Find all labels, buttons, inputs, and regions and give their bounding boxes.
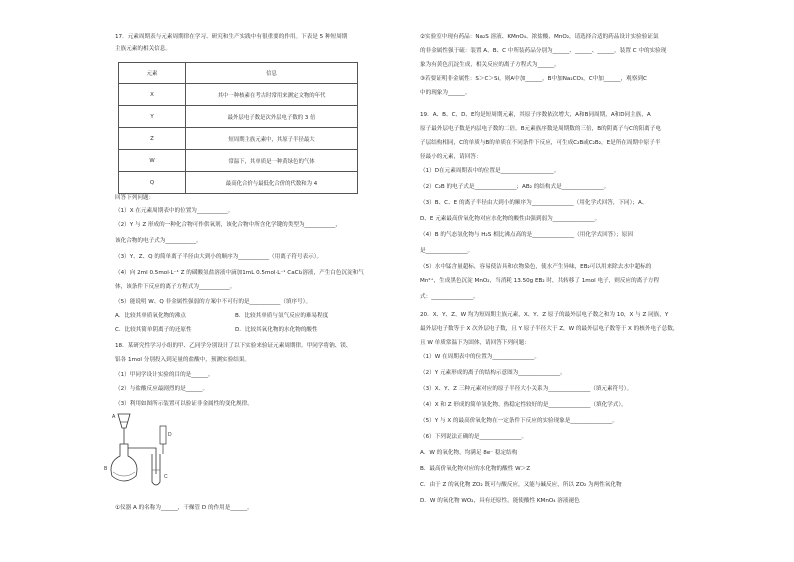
text-line: 式：_______________。 [420,294,479,300]
q17-part1: （1）X 在元素周期表中的位置为___________。 [115,208,234,214]
text-line: ②实验室中现有药品：Na₂S 溶液、KMnO₄、浓盐酸、MnO₂，请选择合适的药品设计实验验证氯 [420,34,659,40]
text-line: 20．X、Y、Z、W 均为短周期主族元素，X、Y、Z 原子的最外层电子数之和为 10，X 与 Z 同族，Y [420,312,669,318]
text-line: （4）X 和 Z 形成的简单氢化物，热稳定性较好的是_______________（填化学式）。 [420,402,627,408]
q18-part2: （2）与盐酸反应最剧烈的是______。 [115,386,209,392]
text-line: ③若要证明非金属性：S＞C＞Si，则A中加______，B中加Na₂CO₃，C中加______，观察到C [420,76,647,82]
q17-part2-line1: （2）Y 与 Z 形成的一种化合物可作供氧剂，该化合物中所含化学键的类型为___________， [115,222,341,228]
table-cell: 常温下，其单质是一种黄绿色的气体 [186,150,358,172]
q18-intro-line2: 铝各 1mol 分别投入到足量的盐酸中，预测实验结果。 [115,357,251,363]
table-cell: 其中一种核素在考古时常用来测定文物的年代 [186,84,358,106]
q18-part3: （3）利用如图所示装置可以验证非金属性的变化规律。 [115,401,253,407]
drying-tube-d [160,426,166,444]
experiment-apparatus-diagram [98,404,178,494]
table-row [119,172,358,194]
text-line: （5）Y 与 X 的最高价氧化物在一定条件下反应的实验现象是_______________。 [420,418,618,424]
text-line: D、E 元素最高价氧化物对应水化物的酸性由强到弱为_______________。 [420,216,601,222]
text-line: A．W 的氧化物，均满足 8e⁻ 稳定结构 [420,450,518,456]
q17-intro-line2: 主族元素的相关信息。 [115,46,171,52]
q17-intro-line1: 17．元素周期表与元素周期律在学习、研究和生产实践中有很重要的作用。下表是 5 种短周期 [115,34,348,40]
table-header-info: 信息 [186,63,358,84]
q18-part1: （1）甲同学设计实验的目的是______。 [115,372,214,378]
text-line: （4）B 的气态氢化物与 H₂S 相比沸点高的是_______________（用化学式回答）；原因 [420,232,633,238]
label-b: B [104,466,108,472]
answer-prompt: 回答下列问题： [115,195,155,201]
text-line: 是_______________。 [420,248,474,254]
text-line: 象为有黄色沉淀生成，相关反应的离子方程式为______。 [420,62,560,68]
q17-part3: （3）Y、Z、Q 的简单离子半径由大到小的顺序为___________（用离子符号表示）。 [115,254,323,260]
text-line: （1）D在元素周期表中的位置是___________________。 [420,168,560,174]
table-cell: Y [119,106,186,128]
text-line: 19．A、B、C、D、E均是短周期元素，其原子序数依次增大，A和B同周期，A和D同主族，A [420,112,651,118]
text-line: （3）X、Y、Z 三种元素对应的原子半径大小关系为_______________（填元素符号）。 [420,386,633,392]
text-line: 中的现象为______。 [420,90,471,96]
text-line: （5）水中锰含量超标，容易使洁具和衣物染色，使水产生异味，EB₂可以用来除去水中超标的 [420,264,652,270]
q17-option-c: C．比较其简单阴离子的还原性 [115,327,192,333]
flask-liquid [113,472,135,476]
q18-intro-line1: 18．某研究性学习小组的甲、乙同学分别设计了以下实验来验证元素周期律。甲同学将钠、镁、 [115,343,352,349]
text-line: 子层结构相同，C的单质与B的单质在不同条件下反应，可生成C₂B或C₂B₂，E是所在周期中原子半 [420,140,661,146]
label-d: D [168,432,172,438]
table-row [119,106,358,128]
q17-part4-line2: 体，该条件下反应的离子方程式为___________。 [115,284,236,290]
q17-part4-line1: （4）向 2ml 0.5mol·L⁻¹ Z 的磺酸氢盐溶液中滴加1mL 0.5mol·L⁻¹ CaCl₂溶液，产生白色沉淀和气 [115,270,364,276]
apparatus-svg [98,404,178,494]
text-line: 原子最外层电子数是内层电子数的二倍，B元素族序数是周期数的三倍，B的阴离子与C的阳离子电 [420,126,661,132]
table-cell: Q [119,172,186,194]
element-info-table [118,62,358,194]
table-cell: W [119,150,186,172]
text-line: 最外层电子数等于 X 次外层电子数，且 Y 原子半径大于 Z，W 的最外层电子数等于 X 的核外电子总数， [420,326,679,332]
table-cell: X [119,84,186,106]
text-line: （6）下列说法正确的是_______________。 [420,434,528,440]
text-line: Mn²⁺，生成黑色沉淀 MnO₂，当消耗 13.50g EB₂ 时，共转移了 1mol 电子，则反应的离子方程 [420,278,660,284]
table-header-row [119,63,358,84]
q17-part5: （5）能说明 W、Q 非金属性强弱的方案中不可行的是___________（填序号）。 [115,299,312,305]
table-row [119,150,358,172]
table-row [119,84,358,106]
text-line: （1）W 在周期表中的位置为_______________。 [420,354,540,360]
text-line: （2）C₂B 的电子式是_______________；AB₂ 的结构式是_______________。 [420,184,610,190]
q17-option-d: D．比较其氧化物的水化物的酸性 [235,327,318,333]
text-line: B．最高价氧化物对应的水化物的酸性 W＞Z [420,466,531,472]
table-header-element: 元素 [119,63,186,84]
text-line: （3）B、C、E 的离子半径由大到小的顺序为_______________（用化学式回答，下同）；A、 [420,200,648,206]
text-line: （2）Y 元素形成的离子的结构示意图为_______________。 [420,370,566,376]
text-line: C．由于 Z 的氧化物 ZO₂ 既可与酸反应，又能与碱反应，所以 ZO₂ 为两性氧化物 [420,482,622,488]
table-cell: 短周期主族元素中，其原子半径最大 [186,128,358,150]
table-cell: 最外层电子数是次外层电子数的 3 倍 [186,106,358,128]
q17-option-a: A．比较其单质氧化物的沸点 [115,313,186,319]
text-line: D．W 的氧化物 WO₂，具有还原性，能使酸性 KMnO₄ 溶液褪色 [420,498,580,504]
funnel-a-shape [118,414,130,428]
text-line: 径最小的元素，请回答： [420,154,482,160]
table-cell: 最高化合价与最低化合价的代数和为 4 [186,172,358,194]
text-line: 的非金属性强于硫：装置 A、B、C 中所装药品分别为______、______、______，装置 C 中的实验现 [420,48,667,54]
q18-part3-i: ①仪器 A 的名称为______，干燥管 D 的作用是______。 [115,505,253,511]
table-row [119,128,358,150]
label-c: C [164,474,168,480]
table-cell: Z [119,128,186,150]
q17-part2-line2: 该化合物的电子式为___________。 [115,238,202,244]
q17-option-b: B．比较其单质与氢气反应的难易程度 [235,313,329,319]
label-a: A [112,414,116,420]
flask-b-shape [111,444,137,481]
text-line: 且 W 单质常温下为固体，请回答下列问题： [420,340,530,346]
